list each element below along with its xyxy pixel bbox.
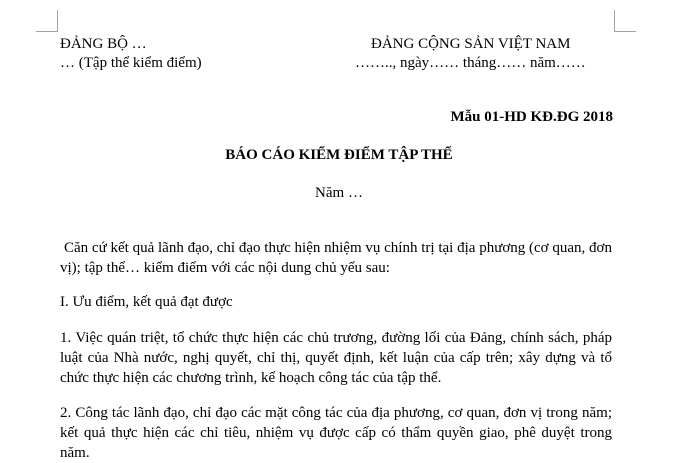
crop-mark-top-left-horizontal: [36, 31, 58, 32]
section-heading-strengths: I. Ưu điểm, kết quả đạt được: [60, 294, 233, 310]
form-code: Mẫu 01-HD KĐ.ĐG 2018: [450, 109, 613, 125]
crop-mark-top-right-vertical: [614, 10, 615, 32]
year-line: Năm …: [315, 185, 363, 201]
crop-mark-top-right-horizontal: [614, 31, 636, 32]
item-2-paragraph: 2. Công tác lãnh đạo, chỉ đạo các mặt công tác của địa phương, cơ quan, đơn vị trong năm; kết quả thực hiện các chỉ tiêu, nhiệm vụ được cấp có thẩm quyền giao, phê duyệt trong năm.: [60, 405, 612, 461]
intro-paragraph: Căn cứ kết quả lãnh đạo, chỉ đạo thực hiện nhiệm vụ chính trị tại địa phương (cơ quan, đơn vị); tập thể… kiểm điểm với các nội dung chủ yếu sau:: [60, 240, 612, 276]
party-name-label: ĐẢNG CỘNG SẢN VIỆT NAM: [371, 36, 571, 52]
collective-label: … (Tập thể kiểm điểm): [60, 55, 202, 71]
place-date-line: …….., ngày…… tháng…… năm……: [355, 55, 586, 71]
crop-mark-top-left-vertical: [57, 10, 58, 32]
item-1-paragraph: 1. Việc quán triệt, tổ chức thực hiện các chủ trương, đường lối của Đảng, chính sách, pháp luật của Nhà nước, nghị quyết, chỉ thị, quyết định, kết luận của cấp trên; xây dựng và tổ chức thực hiện các chương trình, kế hoạch công tác của tập thể.: [60, 330, 612, 386]
party-committee-label: ĐẢNG BỘ …: [60, 36, 147, 52]
document-title: BÁO CÁO KIỂM ĐIỂM TẬP THỂ: [225, 147, 453, 163]
